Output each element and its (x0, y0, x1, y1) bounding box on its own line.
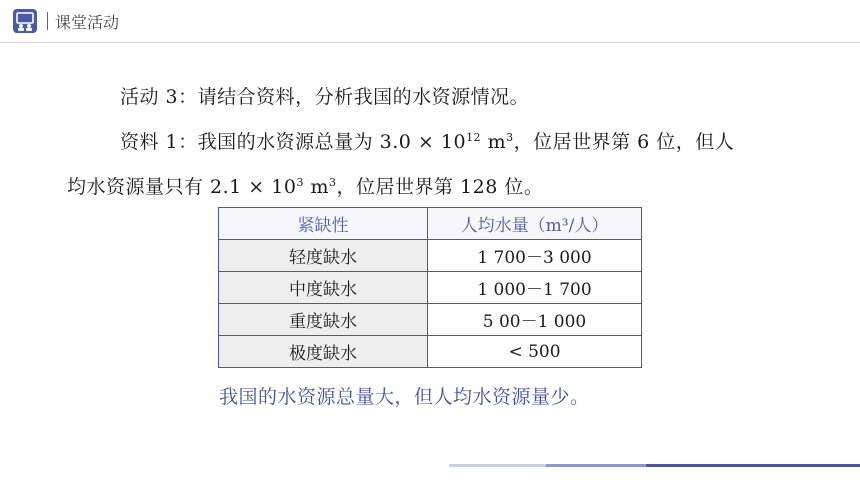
table-row (219, 240, 642, 272)
scarcity-level-cell: 中度缺水 (219, 272, 428, 304)
exponent: 12 (466, 131, 482, 144)
material-text: 资料 1：我国的水资源总量为 3.0 × 10 (120, 131, 467, 153)
header-divider (47, 12, 48, 30)
scarcity-level-cell: 重度缺水 (219, 304, 428, 336)
exponent: 3 (296, 176, 304, 189)
scarcity-level-cell: 轻度缺水 (219, 240, 428, 272)
water-scarcity-table (218, 207, 642, 368)
column-header: 人均水量（m³/人） (428, 208, 642, 240)
table-row (219, 304, 642, 336)
table-row (219, 272, 642, 304)
material-line-2 (67, 172, 543, 199)
footer-accent-bar (546, 464, 646, 467)
table-header-row (219, 208, 642, 240)
per-capita-water-cell: 1 700－3 000 (428, 240, 642, 272)
conclusion-text: 我国的水资源总量大，但人均水资源量少。 (219, 386, 590, 408)
table-row (219, 336, 642, 368)
column-header: 紧缺性 (219, 208, 428, 240)
exponent: 3 (329, 176, 337, 189)
footer-accent-bar (449, 464, 546, 467)
per-capita-water-cell: 1 000－1 700 (428, 272, 642, 304)
classroom-people-icon (13, 9, 37, 33)
unit-text: m (303, 176, 329, 198)
unit-text: m (481, 131, 507, 153)
header-rule (0, 42, 860, 43)
exponent: 3 (506, 131, 514, 144)
scarcity-level-cell: 极度缺水 (219, 336, 428, 368)
header-bar (0, 0, 860, 42)
material-text: ，位居世界第 6 位，但人 (513, 131, 735, 153)
page-title: 课堂活动 (55, 13, 120, 32)
per-capita-water-cell: 5 00－1 000 (428, 304, 642, 336)
material-text: ，位居世界第 128 位。 (336, 176, 544, 198)
activity-prompt: 活动 3：请结合资料，分析我国的水资源情况。 (120, 86, 530, 108)
per-capita-water-cell: < 500 (428, 336, 642, 368)
material-text: 均水资源量只有 2.1 × 10 (67, 176, 297, 198)
footer-accent-bar (646, 464, 860, 467)
material-line-1 (120, 127, 734, 154)
